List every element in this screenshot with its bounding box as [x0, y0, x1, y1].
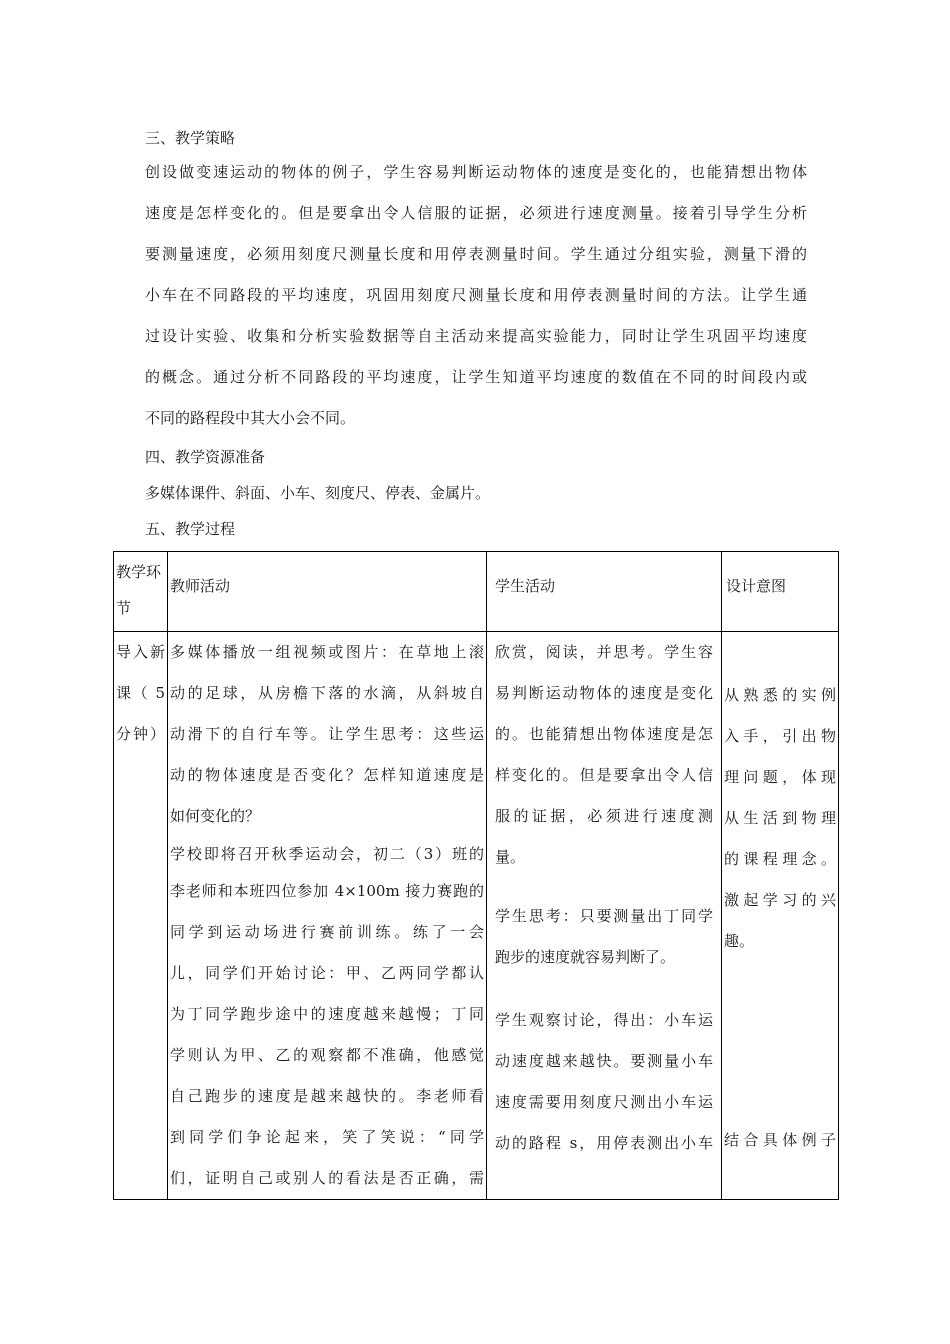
header-stage: 教学环 节 — [114, 552, 168, 632]
teaching-process-table — [113, 551, 839, 1200]
paragraph-line: 创设做变速运动的物体的例子，学生容易判断运动物体的速度是变化的，也能猜想出物体 — [145, 163, 807, 181]
paragraph-line: 小车在不同路段的平均速度，巩固用刻度尺测量长度和用停表测量时间的方法。让学生通 — [145, 286, 807, 304]
teacher-activity-cell: 多媒体播放一组视频或图片：在草地上滚 动的足球，从房檐下落的水滴，从斜坡自 动滑下的自行车等。让学生思考：这些运 动的物体速度是否变化？怎样知道速度是 如何变化的？ 学校即将召开秋季运动会，初二（3）班的 李老师和本班四位参加 4×100m 接力赛跑的 同学到运动场进行赛前训练。练了一会 儿，同学们开始讨论：甲、乙两同学都认 为丁同学跑步途中的速度越来越慢；丁同 学则认为甲、乙的观察都不准确，他感觉 自己跑步的速度是越来越快的。李老师看 到同学们争论起来，笑了笑说：“同学 们，证明自己或别人的看法是否正确，需 — [168, 632, 487, 1200]
section-title-teaching-strategy: 三、教学策略 — [145, 129, 236, 147]
paragraph-line: 速度是怎样变化的。但是要拿出令人信服的证据，必须进行速度测量。接着引导学生分析 — [145, 204, 807, 222]
paragraph-line: 的概念。通过分析不同路段的平均速度，让学生知道平均速度的数值在不同的时间段内或 — [145, 368, 807, 386]
paragraph-line: 过设计实验、收集和分析实验数据等自主活动来提高实验能力，同时让学生巩固平均速度 — [145, 327, 807, 345]
section-title-teaching-process: 五、教学过程 — [145, 520, 236, 538]
table-row — [114, 632, 839, 1200]
section-title-resources: 四、教学资源准备 — [145, 448, 266, 466]
student-activity-cell: 欣赏，阅读，并思考。学生容 易判断运动物体的速度是变化 的。也能猜想出物体速度是怎 样变化的。但是要拿出令人信 服的证据，必须进行速度测 量。 学生思考：只要测量出丁同学 跑步的速度就容易判断了。 学生观察讨论，得出：小车运 动速度越来越快。要测量小车 速度需要用刻度尺测出小车运 动的路程 s，用停表测出小车 — [487, 632, 722, 1200]
paragraph-line: 不同的路程段中其大小会不同。 — [145, 409, 356, 427]
header-teacher-activity: 教师活动 — [168, 552, 487, 632]
header-design-intent: 设计意图 — [722, 552, 839, 632]
resources-text: 多媒体课件、斜面、小车、刻度尺、停表、金属片。 — [145, 484, 491, 502]
design-intent-cell: 从熟悉的实例 入手，引出物 理问题，体现 从生活到物理 的课程理念。 激起学习的兴 趣。 结合具体例子 — [722, 632, 839, 1200]
paragraph-line: 要测量速度，必须用刻度尺测量长度和用停表测量时间。学生通过分组实验，测量下滑的 — [145, 245, 807, 263]
stage-cell: 导入新 课（ 5 分钟） — [114, 632, 168, 1200]
table-header-row — [114, 552, 839, 632]
teaching-strategy-paragraph — [145, 152, 807, 439]
header-student-activity: 学生活动 — [487, 552, 722, 632]
